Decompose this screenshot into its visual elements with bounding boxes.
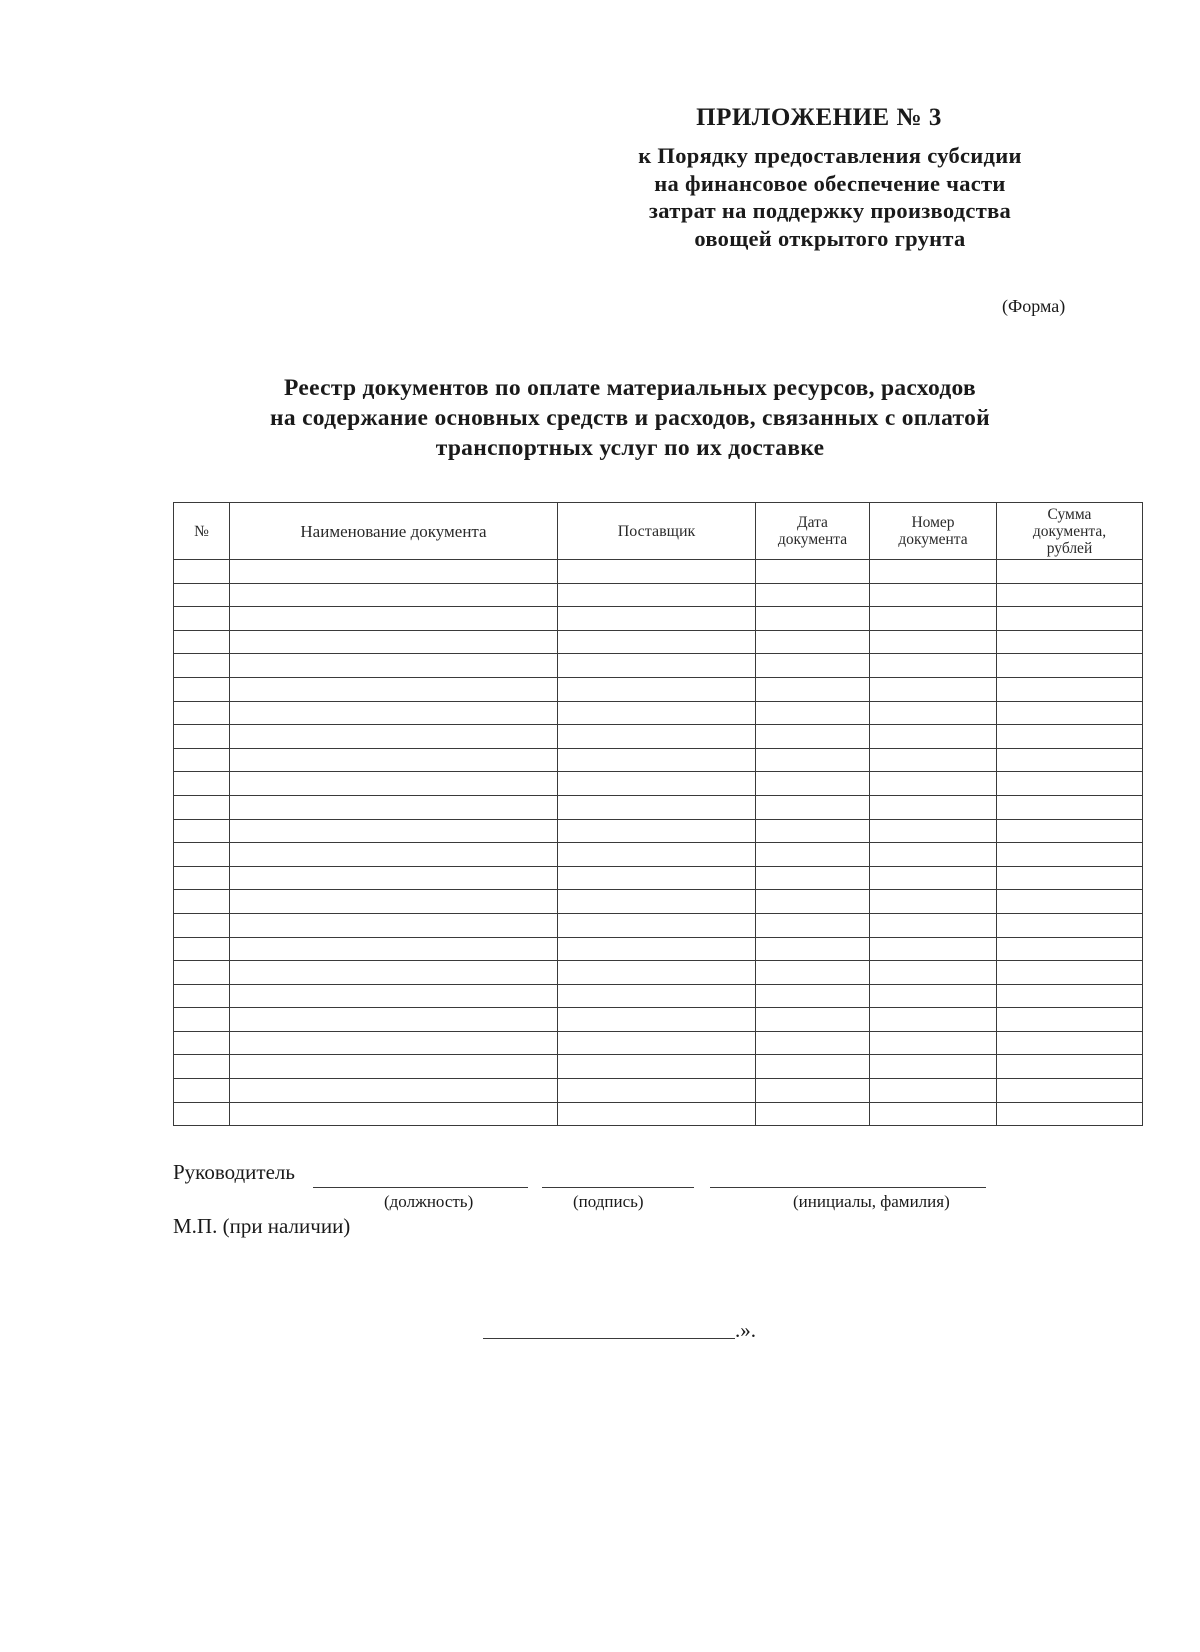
table-cell (174, 677, 230, 701)
table-cell (558, 630, 756, 654)
table-cell (174, 748, 230, 772)
table-cell (756, 819, 870, 843)
table-cell (756, 795, 870, 819)
table-cell (230, 1055, 558, 1079)
table-cell (558, 984, 756, 1008)
table-cell (174, 866, 230, 890)
table-cell (174, 1008, 230, 1032)
table-cell (230, 630, 558, 654)
table-cell (997, 1055, 1143, 1079)
table-cell (230, 937, 558, 961)
table-cell (997, 890, 1143, 914)
table-cell (756, 725, 870, 749)
table-cell (174, 772, 230, 796)
table-row (174, 560, 1143, 584)
table-cell (997, 677, 1143, 701)
table-cell (558, 819, 756, 843)
table-cell (230, 560, 558, 584)
table-cell (756, 748, 870, 772)
header-document-date (756, 503, 870, 560)
registry-title-line: Реестр документов по оплате материальных ресурсов, расходов (284, 375, 976, 401)
table-cell (558, 654, 756, 678)
table-cell (174, 1055, 230, 1079)
table-body (174, 560, 1143, 1126)
table-cell (230, 607, 558, 631)
table-cell (756, 1055, 870, 1079)
table-cell (756, 961, 870, 985)
table-row (174, 866, 1143, 890)
table-cell (870, 630, 997, 654)
table-row (174, 772, 1143, 796)
name-caption: (инициалы, фамилия) (793, 1192, 950, 1211)
table-cell (870, 725, 997, 749)
table-cell (756, 677, 870, 701)
registry-title-line: на содержание основных средств и расходов, связанных с оплатой (270, 405, 990, 431)
table-cell (174, 654, 230, 678)
table-row (174, 654, 1143, 678)
table-cell (174, 1031, 230, 1055)
table-cell (756, 630, 870, 654)
table-cell (558, 1055, 756, 1079)
table-cell (174, 843, 230, 867)
header-line: документа (898, 531, 968, 548)
table-cell (756, 560, 870, 584)
table-row (174, 984, 1143, 1008)
table-cell (558, 560, 756, 584)
table-cell (997, 937, 1143, 961)
table-cell (230, 701, 558, 725)
table-cell (230, 654, 558, 678)
header-line: документа, (1032, 522, 1107, 540)
table-cell (230, 725, 558, 749)
table-cell (870, 913, 997, 937)
appendix-line: овощей открытого грунта (694, 225, 966, 251)
table-cell (756, 843, 870, 867)
table-cell (230, 583, 558, 607)
table-cell (230, 677, 558, 701)
table-cell (174, 890, 230, 914)
table-cell (558, 607, 756, 631)
table-cell (174, 961, 230, 985)
table-cell (558, 1079, 756, 1103)
table-cell (174, 984, 230, 1008)
header-line: Сумма (1047, 505, 1092, 523)
header-num: № (174, 503, 230, 560)
table-cell (997, 1102, 1143, 1126)
table-cell (997, 725, 1143, 749)
table-cell (174, 913, 230, 937)
table-cell (174, 937, 230, 961)
table-cell (174, 1079, 230, 1103)
table-cell (870, 1079, 997, 1103)
table-row (174, 1008, 1143, 1032)
table-cell (558, 748, 756, 772)
table-cell (174, 630, 230, 654)
table-cell (756, 772, 870, 796)
header-line: Дата (797, 514, 828, 531)
table-cell (870, 984, 997, 1008)
sign-line (542, 1187, 694, 1188)
table-cell (230, 843, 558, 867)
table-cell (997, 961, 1143, 985)
table-cell (997, 819, 1143, 843)
table-cell (558, 961, 756, 985)
form-label: (Форма) (1002, 296, 1066, 316)
appendix-title: ПРИЛОЖЕНИЕ № 3 (696, 104, 942, 131)
table-cell (870, 560, 997, 584)
table-cell (870, 1102, 997, 1126)
closing-line (483, 1338, 735, 1339)
table-cell (997, 583, 1143, 607)
table-cell (870, 654, 997, 678)
table-cell (558, 937, 756, 961)
table-cell (997, 630, 1143, 654)
table-cell (756, 937, 870, 961)
table-cell (870, 961, 997, 985)
table-row (174, 795, 1143, 819)
appendix-line: затрат на поддержку производства (648, 198, 1012, 223)
table-cell (756, 607, 870, 631)
appendix-subtitle (560, 142, 1100, 252)
table-cell (558, 1031, 756, 1055)
table-cell (230, 913, 558, 937)
table-cell (756, 583, 870, 607)
table-cell (558, 843, 756, 867)
name-line (710, 1187, 986, 1188)
position-caption: (должность) (384, 1192, 474, 1211)
table-cell (997, 1079, 1143, 1103)
table-cell (870, 890, 997, 914)
table-cell (174, 1102, 230, 1126)
table-cell (997, 866, 1143, 890)
table-cell (174, 701, 230, 725)
table-cell (756, 890, 870, 914)
table-cell (870, 607, 997, 631)
table-cell (997, 654, 1143, 678)
table-cell (558, 772, 756, 796)
table-cell (230, 795, 558, 819)
table-cell (997, 560, 1143, 584)
header-document-number (870, 503, 997, 560)
table-cell (870, 795, 997, 819)
table-cell (756, 984, 870, 1008)
header-line: Номер (911, 514, 955, 531)
position-line (313, 1187, 528, 1188)
registry-title-line: транспортных услуг по их доставке (435, 435, 825, 461)
table-cell (230, 866, 558, 890)
table-cell (230, 1079, 558, 1103)
header-line: рублей (1046, 539, 1093, 557)
table-cell (756, 866, 870, 890)
table-cell (870, 677, 997, 701)
table-cell (756, 654, 870, 678)
table-cell (870, 1008, 997, 1032)
table-cell (997, 607, 1143, 631)
sign-caption: (подпись) (573, 1192, 644, 1211)
table-cell (870, 748, 997, 772)
table-cell (870, 583, 997, 607)
signature-role: Руководитель (173, 1160, 295, 1184)
stamp-note: М.П. (при наличии) (173, 1214, 351, 1238)
table-row (174, 677, 1143, 701)
table-cell (230, 772, 558, 796)
table-cell (756, 1031, 870, 1055)
table-cell (756, 1102, 870, 1126)
table-cell (558, 677, 756, 701)
table-cell (870, 1031, 997, 1055)
table-cell (997, 748, 1143, 772)
table-row (174, 890, 1143, 914)
table-row (174, 701, 1143, 725)
registry-title (180, 373, 1080, 463)
table-header-row (174, 503, 1143, 560)
table-cell (756, 1008, 870, 1032)
table-cell (756, 1079, 870, 1103)
table-row (174, 725, 1143, 749)
table-cell (230, 819, 558, 843)
table-cell (558, 866, 756, 890)
appendix-block (560, 104, 1100, 252)
table-cell (870, 772, 997, 796)
table-cell (997, 1008, 1143, 1032)
table-row (174, 843, 1143, 867)
table-cell (756, 701, 870, 725)
table-cell (230, 1102, 558, 1126)
table-cell (230, 890, 558, 914)
table-cell (870, 1055, 997, 1079)
table-row (174, 748, 1143, 772)
table-row (174, 819, 1143, 843)
header-line: документа (777, 531, 848, 548)
header-document-sum (997, 503, 1143, 560)
table-cell (558, 583, 756, 607)
table-cell (997, 843, 1143, 867)
header-supplier: Поставщик (558, 503, 756, 560)
table-cell (174, 819, 230, 843)
table-cell (870, 866, 997, 890)
table-cell (997, 772, 1143, 796)
table-cell (756, 913, 870, 937)
closing-mark: .». (735, 1318, 756, 1342)
table-cell (230, 1008, 558, 1032)
table-cell (174, 607, 230, 631)
table-cell (997, 984, 1143, 1008)
table-cell (997, 913, 1143, 937)
table-cell (174, 795, 230, 819)
table-cell (870, 937, 997, 961)
table-cell (558, 1008, 756, 1032)
table-row (174, 630, 1143, 654)
table-row (174, 937, 1143, 961)
table-cell (997, 1031, 1143, 1055)
table-row (174, 1079, 1143, 1103)
table-row (174, 1031, 1143, 1055)
table-row (174, 961, 1143, 985)
table-row (174, 913, 1143, 937)
table-cell (997, 795, 1143, 819)
table-cell (230, 984, 558, 1008)
table-row (174, 1102, 1143, 1126)
table-cell (870, 843, 997, 867)
table-cell (997, 701, 1143, 725)
table-row (174, 607, 1143, 631)
table-cell (174, 725, 230, 749)
table-cell (558, 1102, 756, 1126)
appendix-line: на финансовое обеспечение части (654, 170, 1006, 196)
table-cell (558, 795, 756, 819)
table-cell (174, 560, 230, 584)
table-cell (558, 913, 756, 937)
table-cell (230, 748, 558, 772)
table-cell (870, 819, 997, 843)
table-cell (558, 890, 756, 914)
header-document-name: Наименование документа (230, 503, 558, 560)
table-cell (870, 701, 997, 725)
table-cell (230, 1031, 558, 1055)
table-cell (174, 583, 230, 607)
table-cell (230, 961, 558, 985)
table-row (174, 1055, 1143, 1079)
registry-table (173, 502, 1143, 1126)
appendix-line: к Порядку предоставления субсидии (638, 143, 1022, 168)
table-cell (558, 725, 756, 749)
table-row (174, 583, 1143, 607)
table-cell (558, 701, 756, 725)
